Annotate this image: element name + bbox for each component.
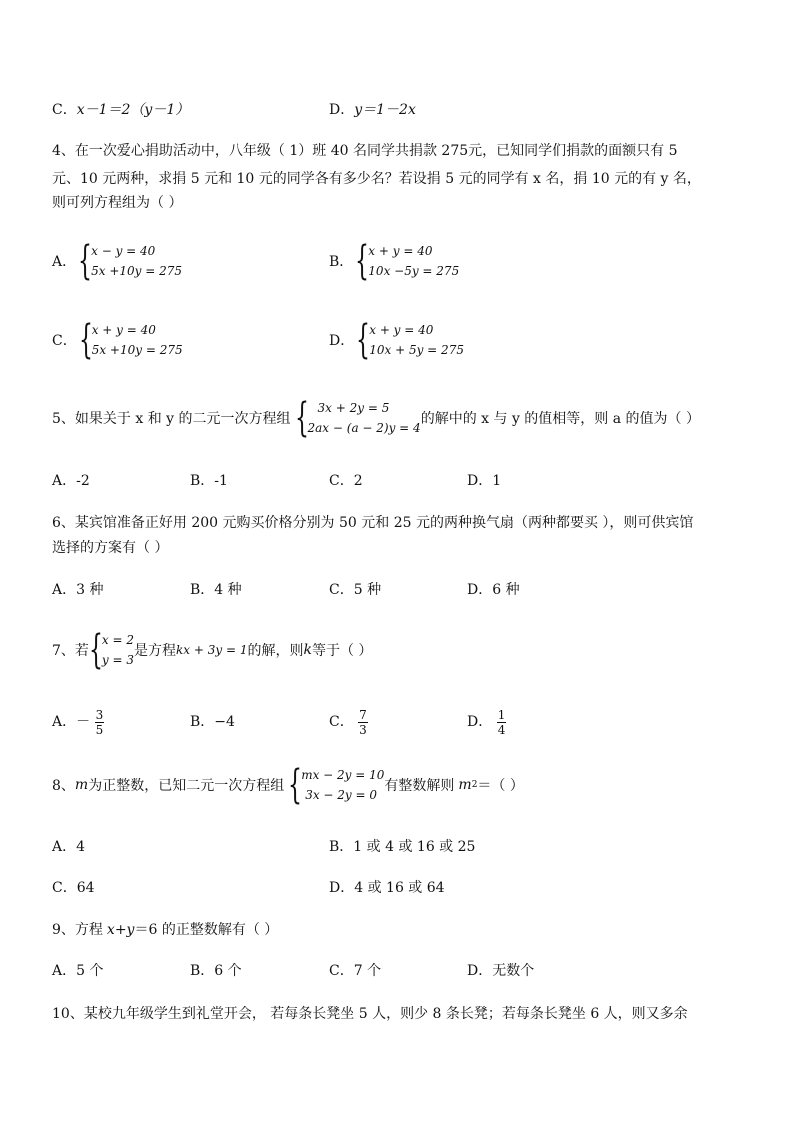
q8-stem: 8、 m 为正整数，已知二元一次方程组 { mx − 2y = 10 3x − 2y = 0 有整数解则 m 2 ＝（ ）	[52, 762, 524, 808]
equation: kx + 3y = 1	[176, 643, 248, 657]
brace-icon: {	[78, 238, 93, 284]
q4-option-c[interactable]	[52, 317, 183, 363]
q9-option-d[interactable]: D．无数个	[467, 963, 535, 979]
q6-option-d[interactable]: D．6 种	[467, 582, 520, 598]
q8-option-d[interactable]: D．4 或 16 或 64	[329, 880, 445, 896]
option-label: C．	[52, 333, 77, 349]
q7-option-c[interactable]: C． $\frac{7}{3}$	[329, 707, 367, 737]
q5-option-a[interactable]: A．-2	[52, 473, 90, 489]
q6-stem-line2: 选择的方案有（ ）	[52, 540, 169, 556]
q4-stem-line2: 元、10 元两种，求捐 5 元和 10 元的同学各有多少名？若设捐 5 元的同学有 x 名，捐 10 元的有 y 名，	[52, 171, 701, 187]
q6-option-c[interactable]: C．5 种	[329, 582, 382, 598]
q7-stem: 7、若 { x = 2 y = 3 是方程 kx + 3y = 1 的解，则 k 等于（ ）	[52, 627, 373, 673]
brace-icon: {	[356, 317, 371, 363]
equation-system: x − y = 40 5x +10y = 275	[91, 244, 183, 278]
q5-option-c[interactable]: C．2	[329, 473, 363, 489]
brace-icon: {	[88, 627, 103, 673]
brace-icon: {	[294, 395, 309, 441]
q7-option-a[interactable]: A．－ $\frac{3}{5}$	[52, 707, 104, 737]
option-label: D．	[329, 333, 355, 349]
q9-option-c[interactable]: C．7 个	[329, 963, 382, 979]
q4-stem-line3: 则可列方程组为（ ）	[52, 195, 183, 211]
fraction: $\frac{3}{5}$	[95, 707, 104, 737]
q6-stem-line1: 6、某宾馆准备正好用 200 元购买价格分别为 50 元和 25 元的两种换气扇（两种都要买 ），则可供宾馆	[52, 515, 694, 531]
q6-option-a[interactable]: A．3 种	[52, 582, 104, 598]
q3-option-c[interactable]	[52, 101, 189, 119]
brace-icon: {	[355, 238, 370, 284]
brace-icon: {	[288, 762, 303, 808]
equation-system: x + y = 40 5x +10y = 275	[91, 323, 183, 357]
q10-stem-line1: 10、某校九年级学生到礼堂开会， 若每条长凳坐 5 人，则少 8 条长凳；若每条长凳坐 6 人，则又多余	[52, 1006, 688, 1022]
equation-system: x = 2 y = 3	[101, 633, 135, 667]
fraction: $\frac{1}{4}$	[497, 707, 506, 737]
equation-system: x + y = 40 10x + 5y = 275	[369, 323, 464, 357]
q4-stem-line1: 4、在一次爱心捐助活动中，八年级（ 1）班 40 名同学共捐款 275元，已知同学们捐款的面额只有 5	[52, 143, 678, 159]
equation-system: mx − 2y = 10 3x − 2y = 0	[301, 768, 385, 802]
equation-system: 3x + 2y = 5 2ax − (a − 2)y = 4	[307, 401, 421, 435]
q8-option-c[interactable]: C．64	[52, 880, 95, 896]
q3-option-d[interactable]	[329, 101, 416, 119]
brace-icon: {	[78, 317, 93, 363]
q4-option-a[interactable]	[52, 238, 183, 284]
option-label: A．	[52, 254, 77, 270]
q7-option-b[interactable]: B．−4	[190, 714, 235, 730]
q6-option-b[interactable]: B．4 种	[190, 582, 242, 598]
q5-option-d[interactable]: D．1	[467, 473, 502, 489]
q9-stem: 9、方程 x+y＝6 的正整数解有（ ）	[52, 922, 279, 938]
q4-option-b[interactable]	[329, 238, 460, 284]
q9-option-b[interactable]: B．6 个	[190, 963, 242, 979]
option-label: C．	[52, 102, 77, 118]
q8-option-b[interactable]: B．1 或 4 或 16 或 25	[329, 839, 476, 855]
option-label: B．	[329, 254, 354, 270]
option-text: x－1＝2（y－1）	[76, 102, 190, 118]
q7-option-d[interactable]: D． $\frac{1}{4}$	[467, 707, 506, 737]
option-label: D．	[329, 102, 355, 118]
fraction: $\frac{7}{3}$	[359, 707, 367, 737]
q4-option-d[interactable]	[329, 317, 464, 363]
q9-option-a[interactable]: A．5 个	[52, 963, 104, 979]
q8-option-a[interactable]: A．4	[52, 839, 86, 855]
option-text: y＝1－2x	[354, 102, 416, 118]
q5-option-b[interactable]: B．-1	[190, 473, 228, 489]
q5-stem: 5、如果关于 x 和 y 的二元一次方程组 { 3x + 2y = 5 2ax − (a − 2)y = 4 的解中的 x 与 y 的值相等，则 a 的值为（ ）	[52, 395, 701, 441]
equation-system: x + y = 40 10x −5y = 275	[368, 244, 460, 278]
